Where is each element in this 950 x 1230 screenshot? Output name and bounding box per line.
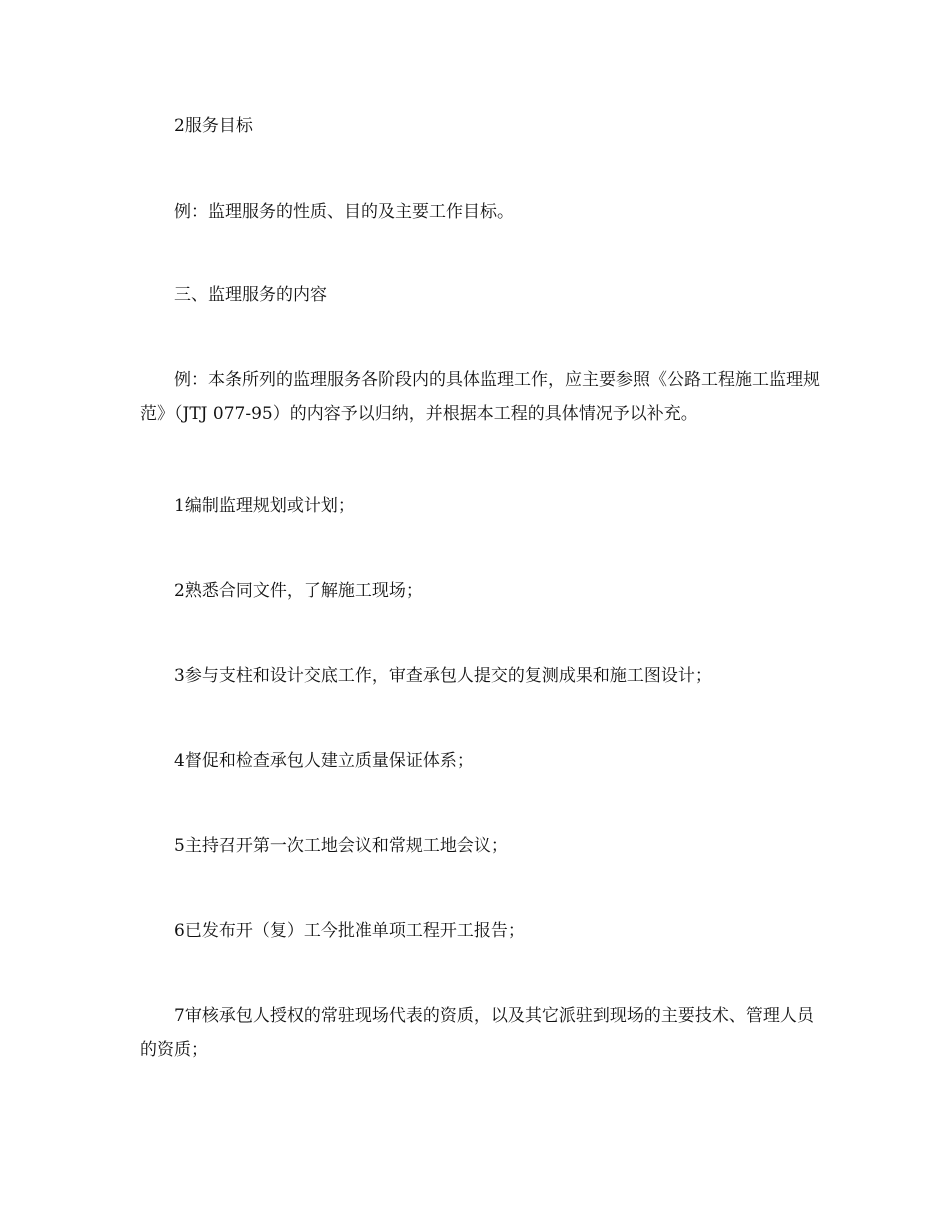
- list-item-2: 2熟悉合同文件，了解施工现场；: [174, 581, 423, 601]
- example-service-content: 例：本条所列的监理服务各阶段内的具体监理工作，应主要参照《公路工程施工监理规范》（JTJ 077-95）的内容予以归纳，并根据本工程的具体情况予以补充。: [140, 370, 820, 424]
- list-item-1: 1编制监理规划或计划；: [174, 496, 355, 516]
- list-item-5: 5主持召开第一次工地会议和常规工地会议；: [174, 836, 508, 856]
- list-item-3: 3参与支柱和设计交底工作，审查承包人提交的复测成果和施工图设计；: [174, 666, 712, 686]
- list-item-4: 4督促和检查承包人建立质量保证体系；: [174, 751, 474, 771]
- example-service-goal: 例：监理服务的性质、目的及主要工作目标。: [174, 202, 514, 222]
- list-item-6: 6已发布开（复）工今批准单项工程开工报告；: [174, 921, 525, 941]
- heading-service-content: 三、监理服务的内容: [174, 285, 327, 305]
- heading-service-goal: 2服务目标: [174, 116, 253, 136]
- list-item-7: 7审核承包人授权的常驻现场代表的资质，以及其它派驻到现场的主要技术、管理人员的资质；: [140, 1006, 814, 1060]
